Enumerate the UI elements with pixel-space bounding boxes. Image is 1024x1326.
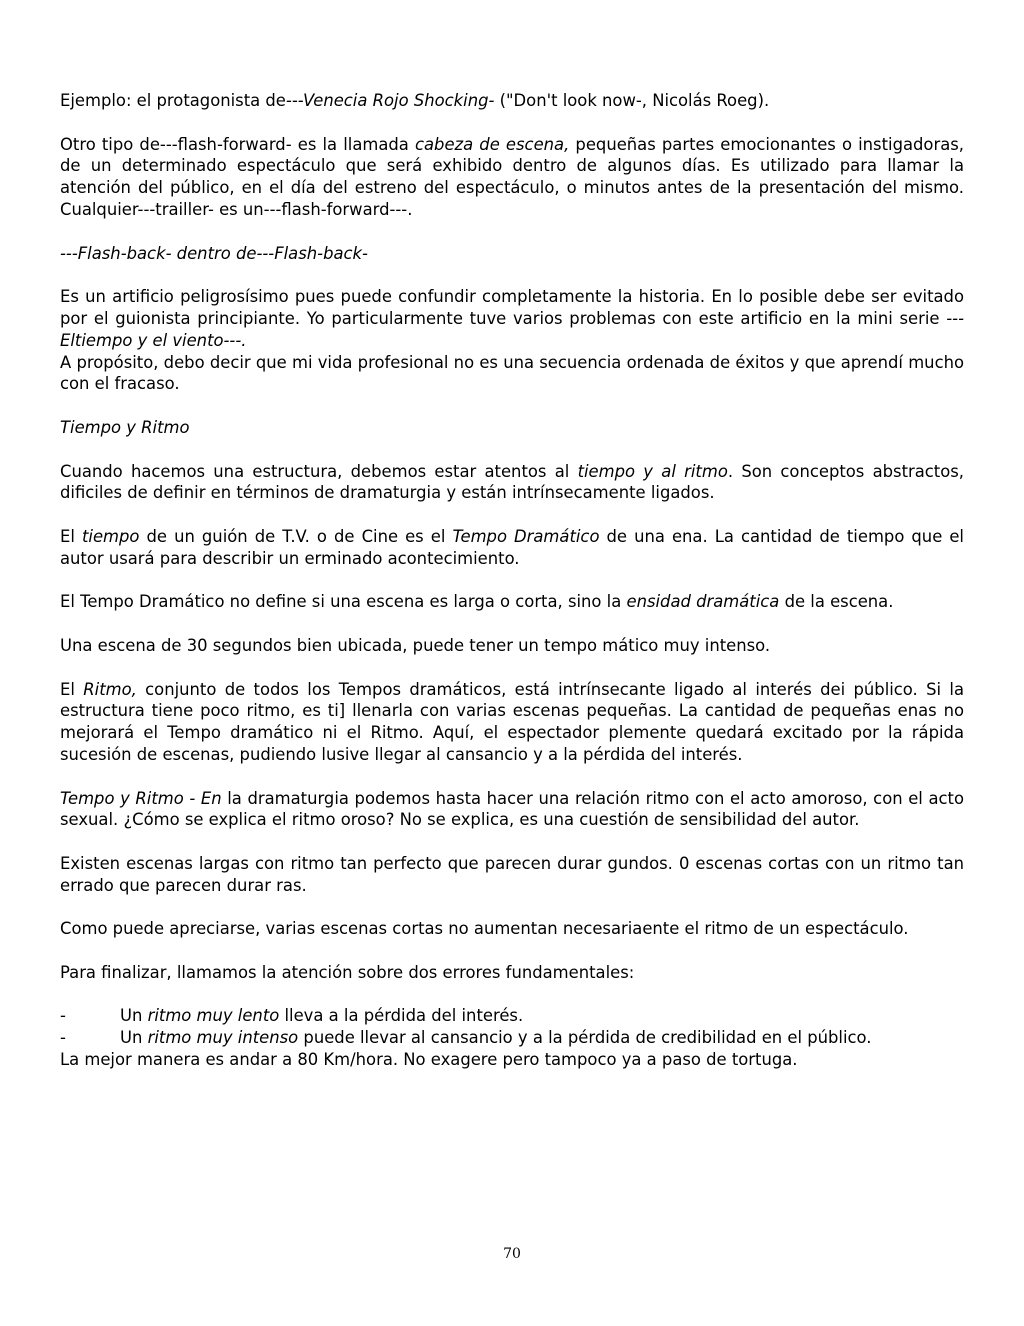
paragraph-finalizar: Para finalizar, llamamos la atención sobre dos errores fundamentales: [60, 962, 635, 982]
paragraph-escenas-largas: Existen escenas largas con ritmo tan perfecto que parecen durar gundos. 0 escenas cortas con un ritmo tan errado que parecen durar ras. [60, 853, 964, 895]
paragraph-tempo-ritmo: Tempo y Ritmo - En la dramaturgia podemos hasta hacer una relación ritmo con el acto amoroso, con el acto sexual. ¿Cómo se explica el ritmo oroso? No se explica, es una cuestión de sensibilidad del autor. [60, 788, 964, 830]
paragraph-artificio: Es un artificio peligrosísimo pues puede confundir completamente la historia. En lo posible debe ser evitado por el guionista principiante. Yo particularmente tuve varios problemas con este artificio en la mini serie ---Eltiempo y el viento---. [60, 287, 964, 350]
paragraph-mejor-manera: La mejor manera es andar a 80 Km/hora. No exagere pero tampoco ya a paso de tortuga. [60, 1050, 798, 1070]
paragraph-estructura: Cuando hacemos una estructura, debemos estar atentos al tiempo y al ritmo. Son conceptos abstractos, dificiles de definir en términos de dramaturgia y están intrínsecamente ligados. [60, 461, 965, 503]
paragraph-flash-forward: Otro tipo de---flash-forward- es la llamada cabeza de escena, pequeñas partes emocionantes o instigadoras, de un determinado espectáculo que será exhibido dentro de algunos días. Es utilizado para llamar la atención del público, en el día del estreno del espectáculo, o minutos antes de la presentación del mismo. Cualquier---trailler- es un---flash-forward---. [60, 134, 964, 219]
paragraph-example: Ejemplo: el protagonista de---Venecia Rojo Shocking- ("Don't look now-, Nicolás Roeg). [60, 91, 770, 110]
page-number: 70 [503, 1246, 521, 1262]
paragraph-escena-30: Una escena de 30 segundos bien ubicada, puede tener un tempo mático muy intenso. [60, 635, 771, 655]
paragraph-apreciarse: Como puede apreciarse, varias escenas cortas no aumentan necesariaente el ritmo de un espectáculo. [60, 919, 909, 939]
heading-flash-back: ---Flash-back- dentro de---Flash-back- [60, 243, 368, 263]
bullet-ritmo-lento: - Un ritmo muy lento lleva a la pérdida del interés. [60, 1006, 524, 1026]
heading-tiempo-ritmo: Tiempo y Ritmo [60, 417, 190, 437]
paragraph-tempo-dramatico: El Tempo Dramático no define si una escena es larga o corta, sino la ensidad dramática de la escena. [60, 592, 894, 612]
document-page [60, 90, 964, 1071]
paragraph-ritmo: El Ritmo, conjunto de todos los Tempos dramáticos, está intrínsecante ligado al interés dei público. Si la estructura tiene poco ritmo, es ti] llenarla con varias escenas pequeñas. La cantidad de pequeñas enas no mejorará el Tempo dramático ni el Ritmo. Aquí, el espectador plemente quedará excitado por la rápida sucesión de escenas, pudiendo lusive llegar al cansancio y a la pérdida del interés. [60, 679, 964, 764]
paragraph-proposito: A propósito, debo decir que mi vida profesional no es una secuencia ordenada de éxitos y que aprendí mucho con el fracaso. [60, 352, 964, 394]
paragraph-tiempo: El tiempo de un guión de T.V. o de Cine es el Tempo Dramático de una ena. La cantidad de tiempo que el autor usará para describir un erminado acontecimiento. [60, 526, 964, 568]
bullet-ritmo-intenso: - Un ritmo muy intenso puede llevar al cansancio y a la pérdida de credibilidad en el público. [60, 1028, 872, 1048]
